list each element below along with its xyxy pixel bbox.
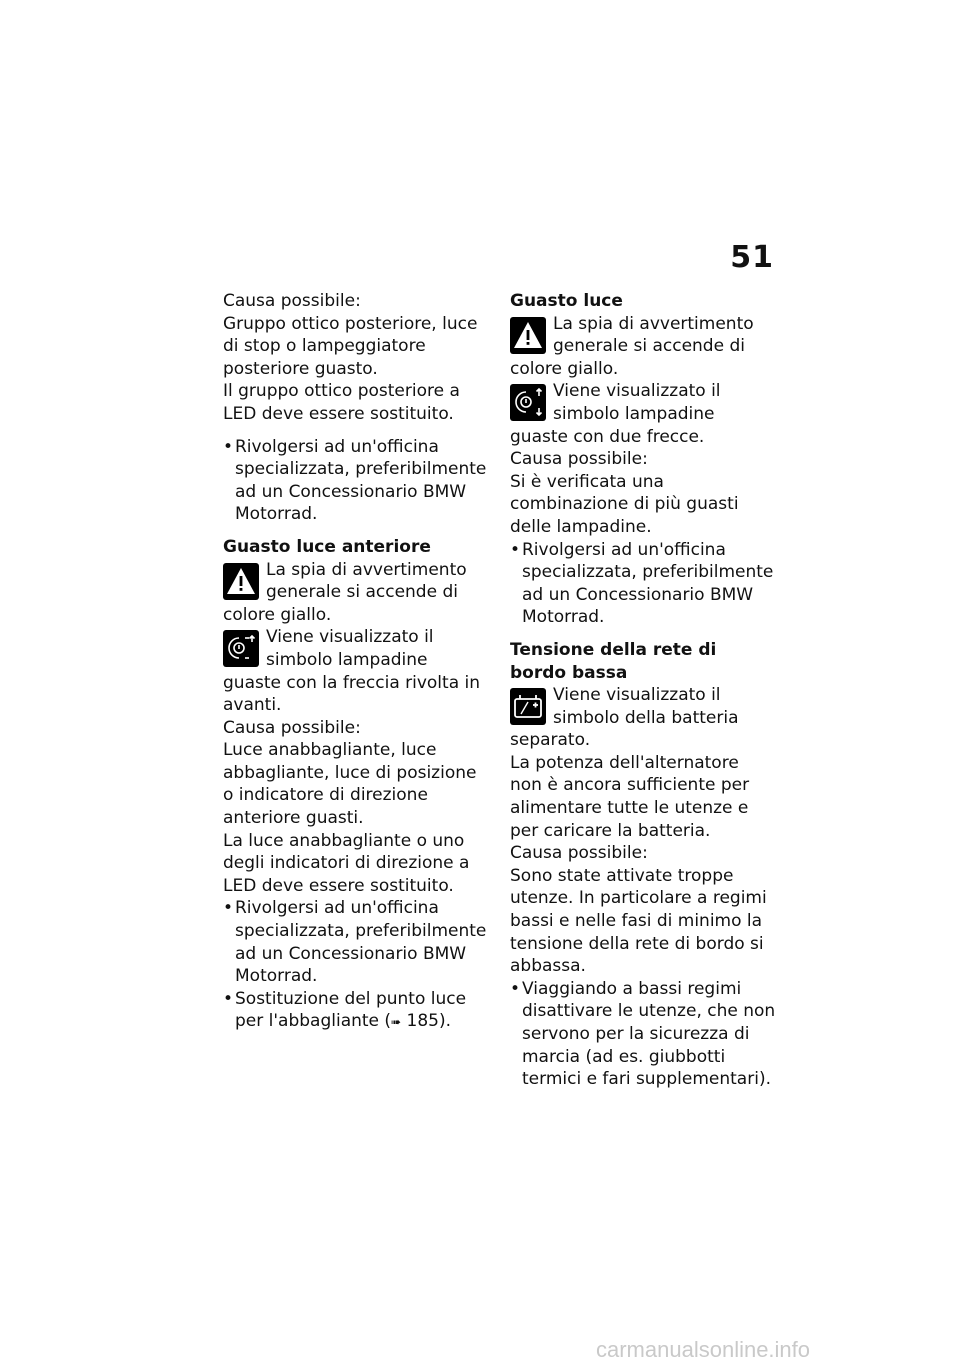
warning-triangle-icon: [223, 563, 259, 600]
cause-label: Causa possibile:: [223, 717, 361, 738]
list-item: • Rivolgersi ad un'officina specializzata, preferibilmente ad un Concessionario BMW Motorrad.: [223, 897, 489, 987]
cause-block-1: [223, 290, 489, 426]
page-reference-arrow-icon: ➠: [391, 1015, 402, 1030]
cause-label: Causa possibile:: [510, 449, 648, 470]
page-number: 51: [730, 240, 774, 275]
symbol-text: Viene visualizzato il simbolo lampadine guaste con due frecce.: [510, 381, 721, 447]
battery-explanation: La potenza dell'alternatore non è ancora sufficiente per alimentare tutte le utenze e per caricare la batteria.: [510, 752, 750, 841]
list-item: • Rivolgersi ad un'officina specializzata, preferibilmente ad un Concessionario BMW Motorrad.: [510, 539, 776, 629]
page-reference[interactable]: 185).: [401, 1011, 451, 1032]
cause-text: Luce anabbagliante, luce abbagliante, luce di posizione o indicatore di direzione anteriore guasti.: [223, 740, 477, 829]
left-column: [223, 290, 489, 1044]
cause-text: Il gruppo ottico posteriore a LED deve essere sostituito.: [223, 381, 460, 424]
cause-block-1: [510, 448, 776, 629]
list-item: • Viaggiando a bassi regimi disattivare le utenze, che non servono per la sicurezza di marcia (ad es. giubbotti termici e fari supplementari).: [510, 978, 776, 1091]
cause-block-2: [223, 717, 489, 1034]
symbol-text: Viene visualizzato il simbolo lampadine guaste con la freccia rivolta in avanti.: [223, 627, 481, 716]
warning-text: La spia di avvertimento generale si accende di colore giallo.: [223, 559, 467, 625]
battery-text: Viene visualizzato il simbolo della batteria separato.: [510, 685, 739, 751]
section-heading: Guasto luce: [510, 291, 623, 311]
warning-paragraph: [223, 559, 489, 627]
cause-text: Gruppo ottico posteriore, luce di stop o lampeggiatore posteriore guasto.: [223, 313, 478, 379]
warning-paragraph: [510, 313, 776, 381]
cause-label: Causa possibile:: [223, 291, 361, 311]
bullet-list: [223, 897, 489, 1034]
cause-label: Causa possibile:: [510, 843, 648, 864]
symbol-paragraph: [510, 380, 776, 448]
cause-block-2: [510, 842, 776, 1091]
battery-paragraph: [510, 684, 776, 752]
list-item: [223, 988, 489, 1034]
symbol-paragraph: [223, 626, 489, 716]
section-heading: Guasto luce anteriore: [223, 536, 431, 557]
bulb-failure-icon: [223, 630, 259, 667]
bulb-failure-icon: [510, 384, 546, 421]
bullet-list: [510, 978, 776, 1091]
list-item: • Rivolgersi ad un'officina specializzata, preferibilmente ad un Concessionario BMW Motorrad.: [223, 436, 489, 526]
list-item-text: Sostituzione del punto luce per l'abbagliante (: [235, 988, 467, 1032]
bullet-list: [510, 539, 776, 629]
cause-text: Sono state attivate troppe utenze. In particolare a regimi bassi e nelle fasi di minimo la tensione della rete di bordo si abbassa.: [510, 865, 767, 977]
bullet-list: [223, 436, 489, 526]
cause-text: Si è verificata una combinazione di più guasti delle lampadine.: [510, 471, 739, 537]
battery-icon: [510, 688, 546, 725]
right-column: [510, 290, 776, 1101]
cause-text: La luce anabbagliante o uno degli indicatori di direzione a LED deve essere sostituito.: [223, 830, 470, 896]
footer-watermark: carmanualsonline.info: [596, 1337, 811, 1362]
warning-text: La spia di avvertimento generale si accende di colore giallo.: [510, 313, 754, 379]
warning-triangle-icon: [510, 317, 546, 354]
section-heading: Tensione della rete di bordo bassa: [510, 639, 717, 683]
